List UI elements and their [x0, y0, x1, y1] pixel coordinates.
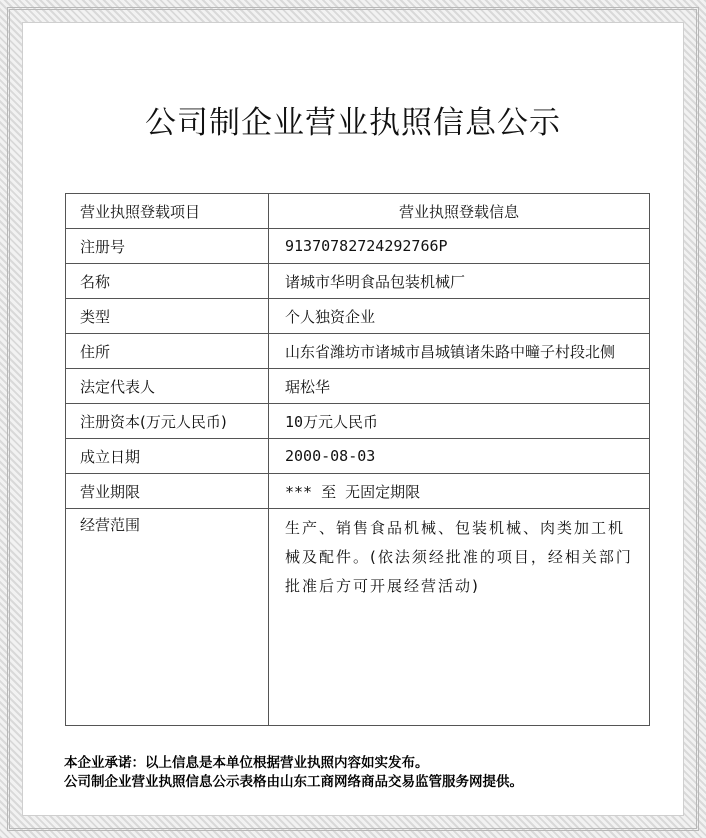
- header-info-cell: 营业执照登载信息: [269, 194, 650, 229]
- row-label: 名称: [66, 264, 269, 299]
- header-item-cell: 营业执照登载项目: [66, 194, 269, 229]
- row-label: 法定代表人: [66, 369, 269, 404]
- certificate-page: [22, 22, 684, 816]
- footer-provider: 公司制企业营业执照信息公示表格由山东工商网络商品交易监管服务网提供。: [64, 774, 523, 790]
- page-title: 公司制企业营业执照信息公示: [145, 105, 561, 141]
- row-label: 成立日期: [66, 439, 269, 474]
- row-value: 10万元人民币: [269, 404, 650, 439]
- table-header-row: [66, 194, 650, 229]
- footer-notes: [64, 754, 523, 792]
- row-label: 营业期限: [66, 474, 269, 509]
- row-label: 注册资本(万元人民币): [66, 404, 269, 439]
- row-label: 注册号: [66, 229, 269, 264]
- row-label: 住所: [66, 334, 269, 369]
- scope-value: 生产、销售食品机械、包装机械、肉类加工机械及配件。(依法须经批准的项目，经相关部门批准后方可开展经营活动): [285, 519, 633, 595]
- business-scope-row: [66, 509, 650, 726]
- row-label: 类型: [66, 299, 269, 334]
- table-row: [66, 334, 650, 369]
- footer-commitment: 本企业承诺：以上信息是本单位根据营业执照内容如实发布。: [64, 755, 429, 771]
- table-row: [66, 264, 650, 299]
- row-value: 个人独资企业: [269, 299, 650, 334]
- row-value: 琚松华: [269, 369, 650, 404]
- table-row: [66, 404, 650, 439]
- table-row: [66, 229, 650, 264]
- table-row: [66, 439, 650, 474]
- row-value: 2000-08-03: [269, 439, 650, 474]
- row-value: 山东省潍坊市诸城市昌城镇诸朱路中疃子村段北侧: [269, 334, 650, 369]
- table-row: [66, 369, 650, 404]
- table-row: [66, 474, 650, 509]
- scope-value-cell: [269, 509, 650, 726]
- row-value: 诸城市华明食品包装机械厂: [269, 264, 650, 299]
- table-row: [66, 299, 650, 334]
- scope-label: 经营范围: [66, 509, 269, 726]
- license-info-table: [65, 193, 650, 726]
- row-value: 91370782724292766P: [269, 229, 650, 264]
- row-value: *** 至 无固定期限: [269, 474, 650, 509]
